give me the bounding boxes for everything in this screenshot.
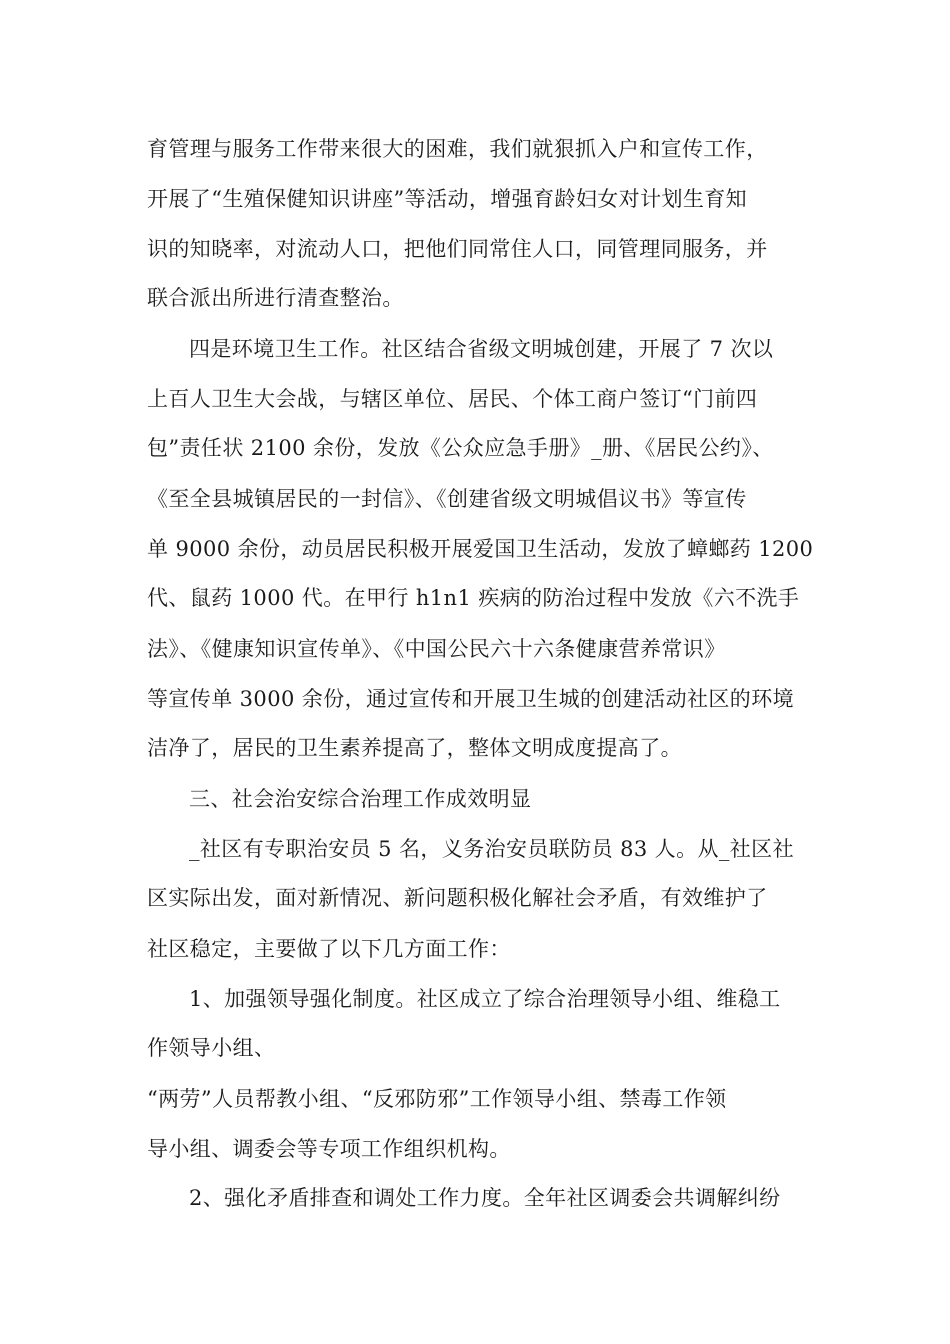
text-line: 联合派出所进行清查整治。: [147, 286, 404, 310]
paragraph-start-line: _社区有专职治安员 5 名，义务治安员联防员 83 人。从_社区社: [189, 837, 794, 861]
paragraph-start-line: 2、强化矛盾排查和调处工作力度。全年社区调委会共调解纠纷: [189, 1186, 781, 1210]
text-line: 作领导小组、: [147, 1036, 276, 1060]
text-line: 育管理与服务工作带来很大的困难，我们就狠抓入户和宣传工作，: [147, 137, 768, 161]
text-line: 识的知晓率，对流动人口，把他们同常住人口，同管理同服务，并: [147, 237, 768, 261]
text-line: 开展了“生殖保健知识讲座”等活动，增强育龄妇女对计划生育知: [147, 187, 748, 211]
text-line: “两劳”人员帮教小组、“反邪防邪”工作领导小组、禁毒工作领: [147, 1087, 727, 1111]
text-line: 洁净了，居民的卫生素养提高了，整体文明成度提高了。: [147, 736, 682, 760]
text-line: 区实际出发，面对新情况、新问题积极化解社会矛盾，有效维护了: [147, 886, 768, 910]
text-line: 导小组、调委会等专项工作组织机构。: [147, 1137, 511, 1161]
section-heading: 三、社会治安综合治理工作成效明显: [189, 787, 532, 811]
text-line: 单 9000 余份，动员居民积极开展爱国卫生活动，发放了蟑螂药 1200: [147, 537, 814, 561]
text-line: 等宣传单 3000 余份，通过宣传和开展卫生城的创建活动社区的环境: [147, 687, 794, 711]
text-line: 包”责任状 2100 余份，发放《公众应急手册》_册、《居民公约》、: [147, 436, 774, 460]
text-line: 代、鼠药 1000 代。在甲行 h1n1 疾病的防治过程中发放《六不洗手: [147, 586, 800, 610]
paragraph-start-line: 1、加强领导强化制度。社区成立了综合治理领导小组、维稳工: [189, 987, 781, 1011]
text-line: 《至全县城镇居民的一封信》、《创建省级文明城倡议书》等宣传: [147, 487, 747, 511]
text-line: 社区稳定，主要做了以下几方面工作：: [147, 937, 511, 961]
text-line: 法》、《健康知识宣传单》、《中国公民六十六条健康营养常识》: [147, 637, 726, 661]
text-line: 上百人卫生大会战，与辖区单位、居民、个体工商户签订“门前四: [147, 387, 758, 411]
paragraph-start-line: 四是环境卫生工作。社区结合省级文明城创建，开展了 7 次以: [189, 337, 774, 361]
